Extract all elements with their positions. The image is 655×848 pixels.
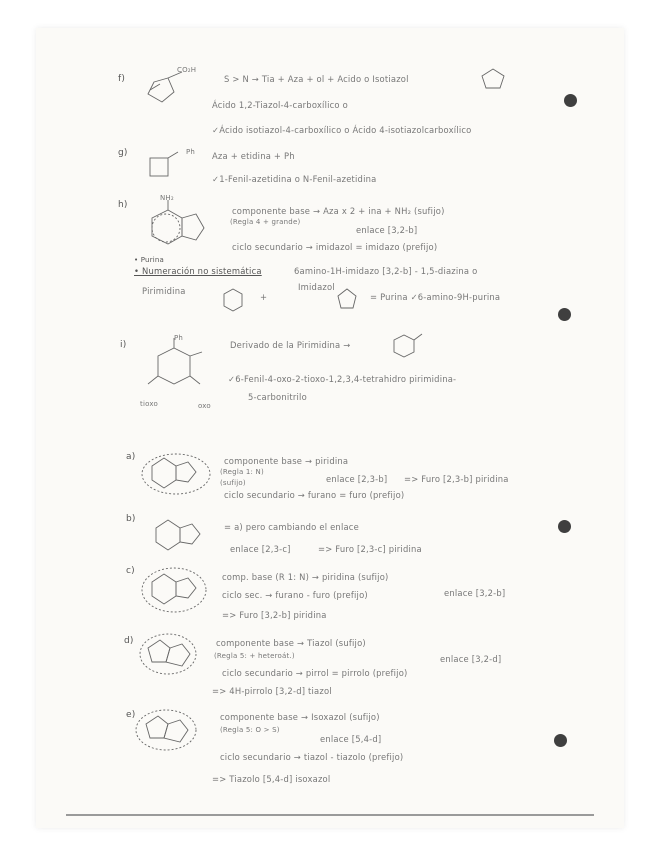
note-line: enlace [2,3-c] [230, 544, 291, 554]
note-line: S > N → Tia + Aza + ol + Acido o Isotiazol [224, 74, 409, 84]
note-line: (Regla 5: + heteroát.) [214, 652, 295, 660]
note-line: ciclo secundario → furano = furo (prefijo) [224, 490, 405, 500]
binder-hole [554, 734, 567, 747]
note-line: + [260, 292, 268, 302]
note-line: Aza + etidina + Ph [212, 151, 295, 161]
note-line: componente base → Tiazol (sufijo) [216, 638, 366, 648]
page-bottom-rule [66, 814, 594, 816]
note-line: ciclo sec. → furano - furo (prefijo) [222, 590, 368, 600]
note-line: ✓6-Fenil-4-oxo-2-tioxo-1,2,3,4-tetrahidro pirimidina- [228, 374, 457, 384]
note-line: oxo [198, 402, 211, 410]
note-line: enlace [3,2-b] [444, 588, 506, 598]
note-line: enlace [2,3-b] [326, 474, 388, 484]
pyrimidine-sketch [218, 286, 248, 316]
imidazole-sketch [332, 286, 362, 316]
structure-label: CO₂H [177, 66, 197, 74]
note-line: ✓Ácido isotiazol-4-carboxílico o Ácido 4-isotiazolcarboxílico [212, 125, 472, 135]
note-line: => 4H-pirrolo [3,2-d] tiazol [212, 686, 332, 696]
note-line: componente base → Isoxazol (sufijo) [220, 712, 380, 722]
note-line: => Tiazolo [5,4-d] isoxazol [212, 774, 331, 784]
note-line: componente base → Aza x 2 + ina + NH₂ (sufijo) [232, 206, 445, 216]
item-label: i) [120, 340, 127, 350]
notebook-page [36, 28, 624, 828]
pyrimidinone-structure [140, 344, 210, 406]
note-line: 5-carbonitrilo [248, 392, 307, 402]
item-label: e) [126, 710, 136, 720]
binder-hole [558, 520, 571, 533]
note-line: ✓1-Fenil-azetidina o N-Fenil-azetidina [212, 174, 377, 184]
note-line: => Furo [3,2-b] piridina [222, 610, 327, 620]
note-line: Imidazol [298, 282, 335, 292]
note-line: comp. base (R 1: N) → piridina (sufijo) [222, 572, 389, 582]
thiazoloisoxazole-structure [140, 708, 200, 758]
note-line: (sufijo) [220, 479, 246, 487]
note-line: enlace [3,2-d] [440, 654, 502, 664]
pyrrolothiazole-structure [142, 634, 202, 684]
binder-hole [564, 94, 577, 107]
isothiazole-carboxylic-structure [140, 68, 200, 118]
note-line: tioxo [140, 400, 158, 408]
note-line: ciclo secundario → imidazol = imidazo (prefijo) [232, 242, 438, 252]
azetidine-structure [146, 152, 186, 188]
note-line: enlace [5,4-d] [320, 734, 382, 744]
note-line: (Regla 1: N) [220, 468, 264, 476]
item-label: f) [118, 74, 126, 84]
item-label: c) [126, 566, 135, 576]
bullet: • Purina [134, 256, 165, 264]
furopyridine-structure [144, 568, 214, 618]
note-line: ciclo secundario → tiazol - tiazolo (prefijo) [220, 752, 404, 762]
note-line: (Regla 5: O > S) [220, 726, 280, 734]
item-label: a) [126, 452, 136, 462]
note-line: = a) pero cambiando el enlace [224, 522, 359, 532]
note-line: componente base → piridina [224, 456, 349, 466]
item-label: h) [118, 200, 128, 210]
structure-label: Ph [186, 148, 196, 156]
structure-label: NH₂ [160, 194, 174, 202]
note-line: => Furo [2,3-b] piridina [404, 474, 509, 484]
note-line: Pirimidina [142, 286, 186, 296]
note-line: => Furo [2,3-c] piridina [318, 544, 422, 554]
item-label: d) [124, 636, 134, 646]
item-label: g) [118, 148, 128, 158]
note-line: = Purina ✓6-amino-9H-purina [370, 292, 501, 302]
binder-hole [558, 308, 571, 321]
note-line: Derivado de la Pirimidina → [230, 340, 351, 350]
furopyridine-structure [150, 514, 220, 558]
bullet: • Numeración no sistemática [134, 266, 262, 276]
isothiazole-ring-sketch [476, 66, 510, 92]
structure-label: Ph [174, 334, 184, 342]
pyrimidine-sketch [384, 332, 424, 366]
note-line: enlace [3,2-b] [356, 225, 418, 235]
furopyridine-structure [146, 452, 216, 496]
item-label: b) [126, 514, 136, 524]
note-line: ciclo secundario → pirrol = pirrolo (prefijo) [222, 668, 408, 678]
note-line: 6amino-1H-imidazo [3,2-b] - 1,5-diazina o [294, 266, 478, 276]
note-line: Ácido 1,2-Tiazol-4-carboxílico o [212, 100, 348, 110]
note-line: (Regla 4 + grande) [230, 218, 301, 226]
